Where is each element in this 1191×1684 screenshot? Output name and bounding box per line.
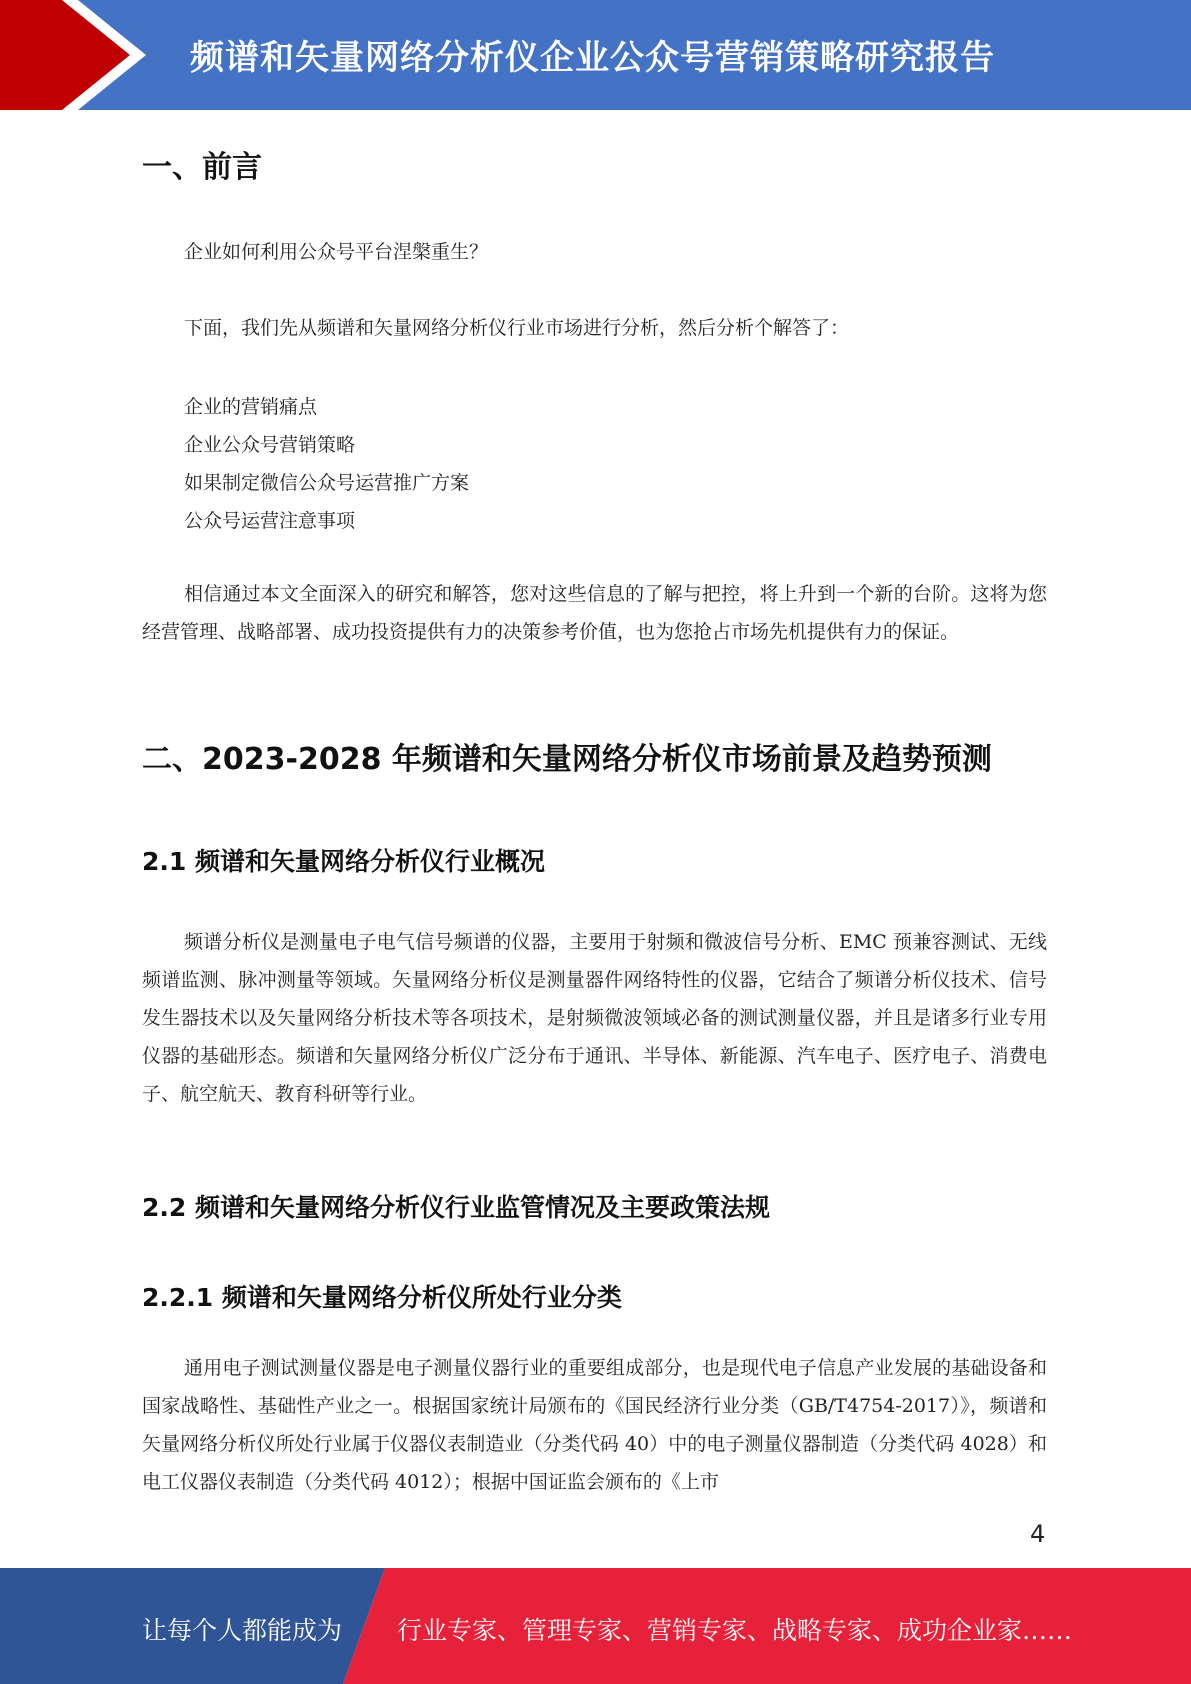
paragraph-industry-overview: 频谱分析仪是测量电子电气信号频谱的仪器，主要用于射频和微波信号分析、EMC 预兼容测试、无线频谱监测、脉冲测量等领域。矢量网络分析仪是测量器件网络特性的仪器，它结合了频谱分析仪技术、信号发生器技术以及矢量网络分析技术等各项技术，是射频微波领域必备的测试测量仪器，并且是诸多行业专用仪器的基础形态。频谱和矢量网络分析仪广泛分布于通讯、半导体、新能源、汽车电子、医疗电子、消费电子、航空航天、教育科研等行业。 [142, 931, 1047, 1105]
paragraph-conclusion: 相信通过本文全面深入的研究和解答，您对这些信息的了解与把控，将上升到一个新的台阶。这将为您经营管理、战略部署、成功投资提供有力的决策参考价值，也为您抢占市场先机提供有力的保证。 [142, 583, 1047, 643]
footer-slogan-left: 让每个人都能成为 [142, 1616, 343, 1645]
header-banner [0, 0, 1191, 110]
section-heading-market-outlook: 二、2023-2028 年频谱和矢量网络分析仪市场前景及趋势预测 [142, 742, 992, 777]
header-chevron-decoration [0, 0, 150, 110]
list-item: 企业的营销痛点 [184, 396, 318, 418]
subsection-heading-2-2: 2.2 频谱和矢量网络分析仪行业监管情况及主要政策法规 [142, 1193, 770, 1222]
list-item: 如果制定微信公众号运营推广方案 [184, 472, 470, 494]
paragraph-industry-classification: 通用电子测试测量仪器是电子测量仪器行业的重要组成部分，也是现代电子信息产业发展的基础设备和国家战略性、基础性产业之一。根据国家统计局颁布的《国民经济行业分类（GB/T4754-2017）》，频谱和矢量网络分析仪所处行业属于仪器仪表制造业（分类代码 40）中的电子测量仪器制造（分类代码 4028）和电工仪器仪表制造（分类代码 4012）；根据中国证监会颁布的《上市 [142, 1357, 1047, 1493]
report-title: 频谱和矢量网络分析仪企业公众号营销策略研究报告 [190, 38, 995, 78]
paragraph-intro-question: 企业如何利用公众号平台涅槃重生？ [184, 241, 489, 263]
subsection-heading-2-1: 2.1 频谱和矢量网络分析仪行业概况 [142, 847, 545, 876]
page-number: 4 [1030, 1520, 1046, 1548]
list-item: 公众号运营注意事项 [184, 510, 356, 532]
footer-slogan-right: 行业专家、管理专家、营销专家、战略专家、成功企业家…… [397, 1616, 1073, 1645]
paragraph-intro: 下面，我们先从频谱和矢量网络分析仪行业市场进行分析，然后分析个解答了： [184, 317, 850, 339]
footer-banner [0, 1568, 1191, 1684]
subsection-heading-2-2-1: 2.2.1 频谱和矢量网络分析仪所处行业分类 [142, 1283, 622, 1312]
section-heading-preface: 一、前言 [142, 150, 262, 185]
list-item: 企业公众号营销策略 [184, 434, 356, 456]
